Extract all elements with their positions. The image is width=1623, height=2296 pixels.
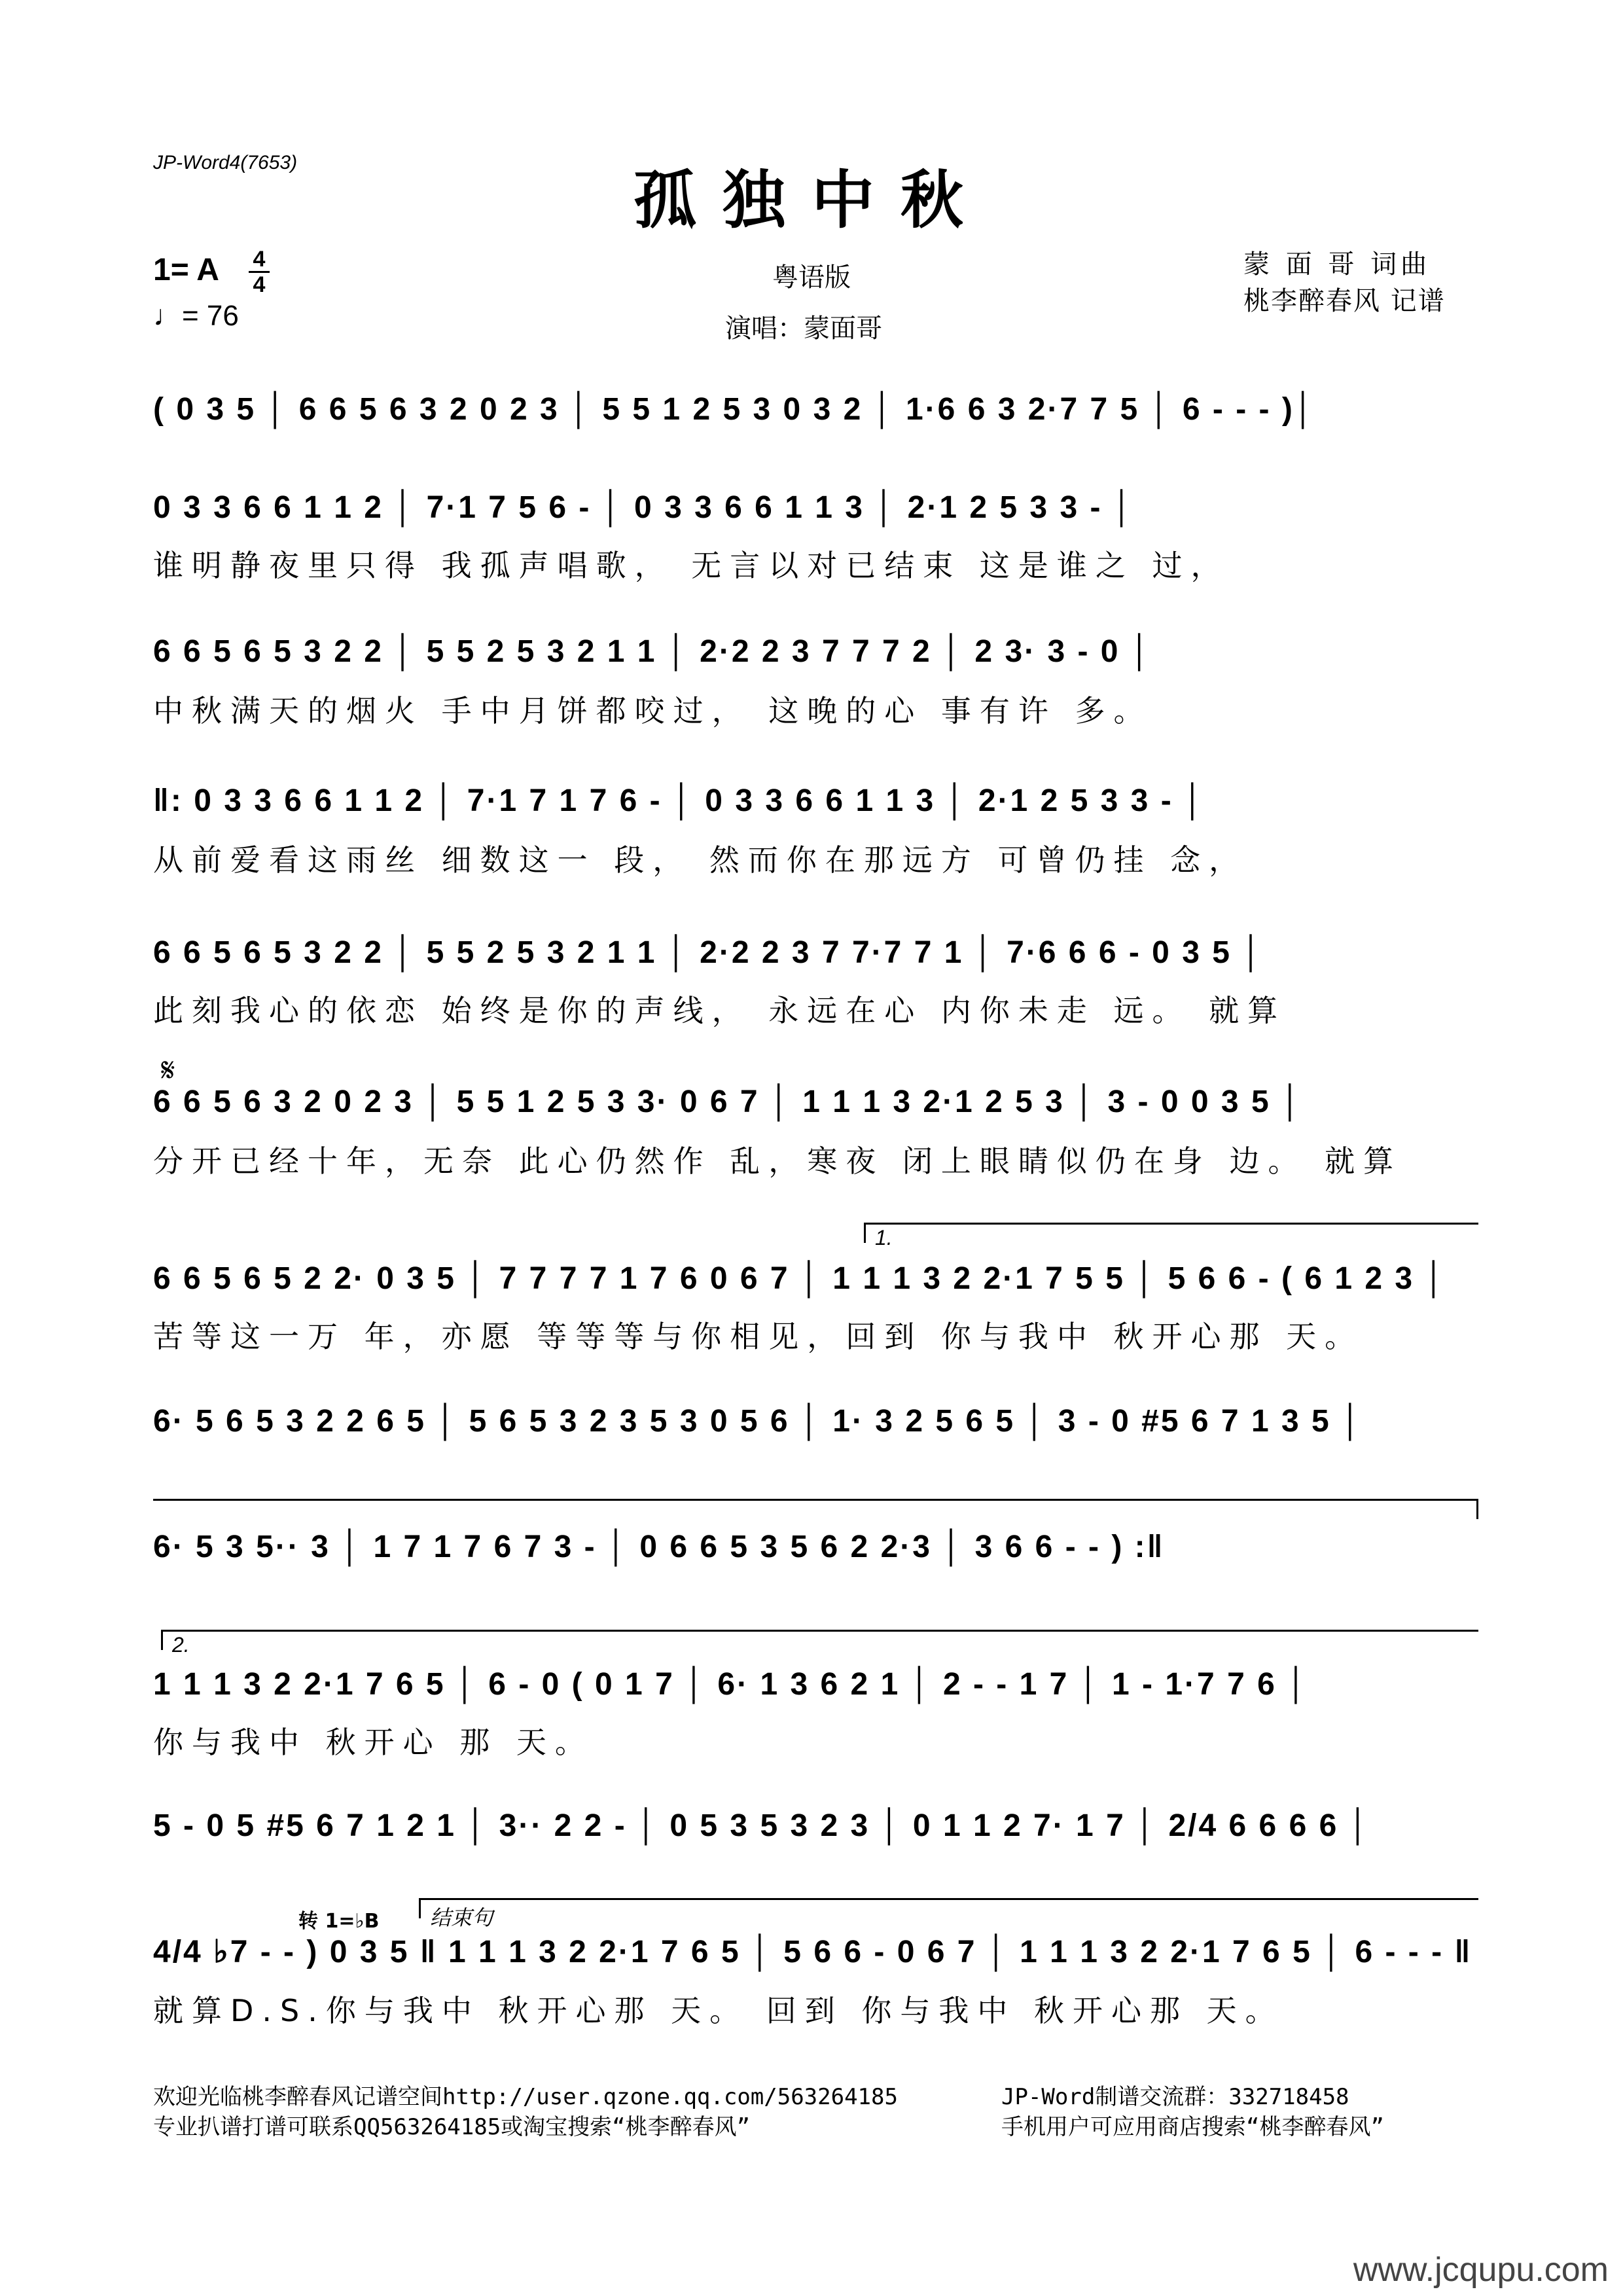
tempo-marking: ♩= 76 [153,300,239,332]
footer-line2-right: 手机用户可应用商店搜索“桃李醉春风” [1001,2114,1384,2140]
singer-label: 演唱：蒙面哥 [725,314,882,344]
staff-line-4: ‖: 0 3 3 6 6 1 1 2 │ 7·1 7 1 7 6 - │ 0 3 3 6 6 1 1 3 │ 2·1 2 5 3 3 - │ [153,783,1206,818]
staff-line-2: 0 3 3 6 6 1 1 2 │ 7·1 7 5 6 - │ 0 3 3 6 6 1 1 3 │ 2·1 2 5 3 3 - │ [153,490,1135,525]
staff-line-3: 6 6 5 6 5 3 2 2 │ 5 5 2 5 3 2 1 1 │ 2·2 2 3 7 7 7 2 │ 2 3· 3 - 0 │ [153,634,1152,669]
lyric-line-10: 你与我中 秋开心 那 天。 [153,1725,594,1760]
software-label: JP-Word4(7653) [153,152,298,173]
lyric-line-6: 分开已经十年，无奈 此心仍然作 乱，寒夜 闭上眼睛似仍在身 边。 就算 [153,1143,1402,1179]
staff-line-12: 4/4 ♭7 - - ) 0 3 5 ‖ 1 1 1 3 2 2·1 7 6 5 │ 5 6 6 - 0 6 7 │ 1 1 1 3 2 2·1 7 6 5 │ 6 - - - ‖ [153,1935,1472,1969]
modulation-mark: 转 1=♭B [298,1910,380,1933]
volta-1-bracket [864,1223,1478,1249]
key-signature: 1= A [153,253,219,287]
footer-line2-left: 专业扒谱打谱可联系QQ563264185或淘宝搜索“桃李醉春风” [153,2114,751,2140]
ending-label: 结束句 [430,1906,493,1929]
segno-sign: 𝄋 [161,1051,175,1089]
staff-line-5: 6 6 5 6 5 3 2 2 │ 5 5 2 5 3 2 1 1 │ 2·2 2 3 7 7·7 7 1 │ 7·6 6 6 - 0 3 5 │ [153,935,1264,970]
time-signature [249,247,270,296]
staff-line-1: ( 0 3 5 │ 6 6 5 6 3 2 0 2 3 │ 5 5 1 2 5 3 0 3 2 │ 1·6 6 3 2·7 7 5 │ 6 - - - )│ [153,392,1316,427]
footer-line1-right: JP-Word制谱交流群：332718458 [1001,2084,1349,2110]
song-title: 孤独中秋 [633,164,990,237]
staff-line-6: 6 6 5 6 3 2 0 2 3 │ 5 5 1 2 5 3 3· 0 6 7 │ 1 1 1 3 2·1 2 5 3 │ 3 - 0 0 3 5 │ [153,1085,1303,1119]
version-label: 粤语版 [772,262,851,293]
volta-1-label: 1. [875,1226,893,1249]
time-signature-bottom: 4 [253,272,266,297]
volta-2-bracket [161,1630,1478,1657]
staff-line-8: 6· 5 6 5 3 2 2 6 5 │ 5 6 5 3 2 3 5 3 0 5 6 │ 1· 3 2 5 6 5 │ 3 - 0 #5 6 7 1 3 5 │ [153,1404,1364,1439]
staff-line-7: 6 6 5 6 5 2 2· 0 3 5 │ 7 7 7 7 1 7 6 0 6 7 │ 1 1 1 3 2 2·1 7 5 5 │ 5 6 6 - ( 6 1 2 3 │ [153,1261,1447,1296]
watermark-site: www.jcqupu.com [1353,2251,1609,2289]
lyric-line-4: 从前爱看这雨丝 细数这一 段， 然而你在那远方 可曾仍挂 念， [153,842,1248,878]
lyric-line-5: 此刻我心的依恋 始终是你的声线， 永远在心 内你未走 远。 就算 [153,993,1287,1028]
time-signature-top: 4 [253,247,266,272]
lyric-line-3: 中秋满天的烟火 手中月饼都咬过， 这晚的心 事有许 多。 [153,693,1152,728]
lyric-line-7: 苦等这一万 年，亦愿 等等等与你相见，回到 你与我中 秋开心那 天。 [153,1319,1364,1354]
lyric-line-2: 谁明静夜里只得 我孤声唱歌， 无言以对已结束 这是谁之 过， [153,548,1230,583]
volta-1-continuation [153,1499,1478,1519]
staff-line-10: 1 1 1 3 2 2·1 7 6 5 │ 6 - 0 ( 0 1 7 │ 6· 1 3 6 2 1 │ 2 - - 1 7 │ 1 - 1·7 7 6 │ [153,1667,1310,1702]
staff-line-11: 5 - 0 5 #5 6 7 1 2 1 │ 3·· 2 2 - │ 0 5 3 5 3 2 3 │ 0 1 1 2 7· 1 7 │ 2/4 6 6 6 6 │ [153,1808,1371,1843]
lyric-line-12: 就算D.S.你与我中 秋开心那 天。 回到 你与我中 秋开心那 天。 [153,1993,1284,2028]
staff-line-9: 6· 5 3 5·· 3 │ 1 7 1 7 6 7 3 - │ 0 6 6 5 3 5 6 2 2·3 │ 3 6 6 - - ) :‖ [153,1530,1165,1564]
volta-2-label: 2. [172,1633,190,1657]
lyricist-composer: 蒙 面 哥 词曲 [1243,249,1431,279]
transcriber: 桃李醉春风 记谱 [1243,286,1446,316]
ending-bracket [419,1898,1478,1929]
footer-line1-left: 欢迎光临桃李醉春风记谱空间http://user.qzone.qq.com/563264185 [153,2084,898,2110]
